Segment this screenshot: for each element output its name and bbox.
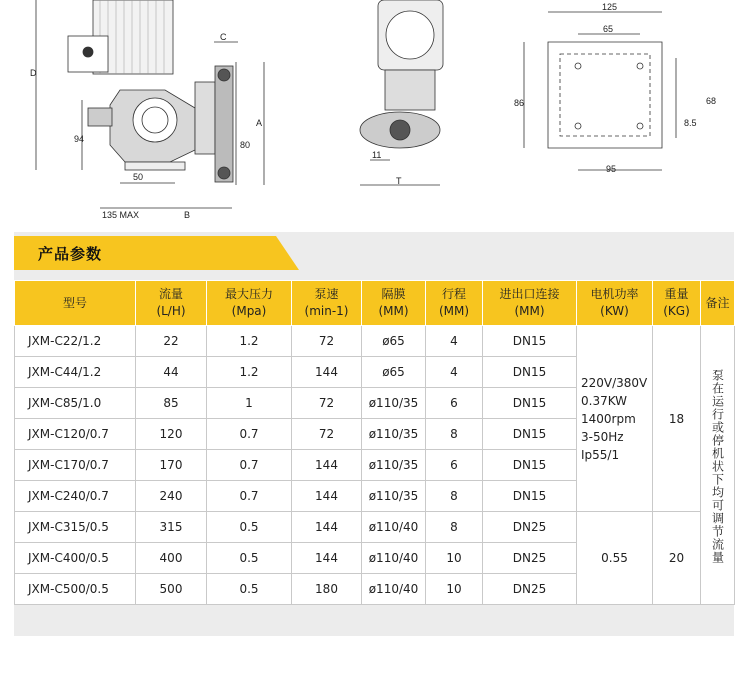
cell-diaphragm: ø65 (362, 357, 426, 388)
cell-port: DN15 (483, 388, 577, 419)
cell-model: JXM-C44/1.2 (15, 357, 136, 388)
cell-pressure: 1.2 (207, 357, 292, 388)
cell-diaphragm: ø110/35 (362, 419, 426, 450)
header-cell (483, 281, 577, 326)
cell-pressure: 0.5 (207, 512, 292, 543)
cell-pressure: 1 (207, 388, 292, 419)
cell-diaphragm: ø110/35 (362, 450, 426, 481)
cell-pressure: 0.7 (207, 419, 292, 450)
cell-speed: 144 (292, 543, 362, 574)
motor-spec-line: 0.37KW (581, 393, 628, 408)
cell-model: JXM-C315/0.5 (15, 512, 136, 543)
cell-port: DN15 (483, 326, 577, 357)
dim-68: 68 (706, 96, 717, 106)
motor-spec-line: 3-50Hz (581, 429, 624, 444)
header-cell (426, 281, 483, 326)
cell-speed: 144 (292, 357, 362, 388)
cell-stroke: 10 (426, 543, 483, 574)
cell-pressure: 0.5 (207, 574, 292, 605)
motor-spec-line: 1400rpm (581, 411, 636, 426)
cell-diaphragm: ø110/40 (362, 543, 426, 574)
weight-group-2: 20 (653, 512, 701, 605)
cell-pressure: 0.7 (207, 450, 292, 481)
dim-t: T (396, 176, 402, 186)
header-cell (653, 281, 701, 326)
header-cell (701, 281, 735, 326)
cell-stroke: 8 (426, 512, 483, 543)
cell-port: DN15 (483, 481, 577, 512)
table-row (15, 326, 735, 357)
cell-speed: 144 (292, 512, 362, 543)
cell-port: DN25 (483, 574, 577, 605)
header-cell (362, 281, 426, 326)
header-unit: (MM) (378, 304, 409, 318)
cell-flow: 240 (136, 481, 207, 512)
header-unit: (L/H) (156, 304, 186, 318)
dim-b: B (184, 210, 191, 220)
cell-speed: 72 (292, 326, 362, 357)
cell-model: JXM-C240/0.7 (15, 481, 136, 512)
cell-stroke: 10 (426, 574, 483, 605)
header-label: 流量 (158, 287, 183, 301)
motor-spec-line: 220V/380V (581, 375, 648, 390)
cell-pressure: 0.7 (207, 481, 292, 512)
header-label: 最大压力 (224, 287, 273, 301)
header-cell (207, 281, 292, 326)
cell-diaphragm: ø110/35 (362, 481, 426, 512)
cell-stroke: 8 (426, 481, 483, 512)
header-cell (136, 281, 207, 326)
header-unit: (MM) (514, 304, 545, 318)
header-label: 行程 (441, 287, 466, 301)
cell-flow: 500 (136, 574, 207, 605)
header-label: 进出口连接 (499, 287, 560, 301)
dim-50: 50 (133, 172, 144, 182)
cell-speed: 72 (292, 419, 362, 450)
dim-80: 80 (240, 140, 251, 150)
cell-speed: 144 (292, 450, 362, 481)
cell-flow: 85 (136, 388, 207, 419)
header-unit: (Mpa) (231, 304, 267, 318)
cell-diaphragm: ø110/40 (362, 574, 426, 605)
cell-flow: 400 (136, 543, 207, 574)
motor-spec-line: Ip55/1 (581, 447, 620, 462)
dim-125: 125 (602, 2, 618, 12)
cell-port: DN25 (483, 543, 577, 574)
cell-flow: 170 (136, 450, 207, 481)
cell-flow: 22 (136, 326, 207, 357)
spec-panel (14, 232, 734, 636)
dim-8-5: 8.5 (684, 118, 697, 128)
cell-diaphragm: ø110/35 (362, 388, 426, 419)
cell-speed: 72 (292, 388, 362, 419)
header-label: 电机功率 (590, 287, 639, 301)
cell-speed: 144 (292, 481, 362, 512)
motor-spec-group-2: 0.55 (577, 512, 653, 605)
cell-pressure: 1.2 (207, 326, 292, 357)
header-cell (292, 281, 362, 326)
header-label: 隔膜 (381, 287, 406, 301)
header-unit: (KW) (600, 304, 629, 318)
table-header-row (15, 281, 735, 326)
cell-stroke: 6 (426, 388, 483, 419)
cell-model: JXM-C85/1.0 (15, 388, 136, 419)
header-label: 重量 (664, 287, 689, 301)
cell-model: JXM-C400/0.5 (15, 543, 136, 574)
spec-table (14, 280, 735, 605)
remark-cell: 泵在运行或停机状下均可调节流量 (701, 326, 735, 605)
table-body (15, 326, 735, 605)
dim-95: 95 (606, 164, 617, 174)
technical-drawing (0, 0, 750, 232)
motor-spec-group-1 (577, 326, 653, 512)
cell-model: JXM-C22/1.2 (15, 326, 136, 357)
header-label: 备注 (705, 295, 730, 310)
cell-model: JXM-C120/0.7 (15, 419, 136, 450)
dim-c: C (220, 32, 227, 42)
header-label: 型号 (62, 295, 87, 310)
cell-flow: 120 (136, 419, 207, 450)
table-row (15, 512, 735, 543)
dim-135-max: 135 MAX (102, 210, 140, 220)
header-unit: (KG) (663, 304, 690, 318)
dim-d: D (30, 68, 37, 78)
cell-port: DN15 (483, 450, 577, 481)
cell-stroke: 8 (426, 419, 483, 450)
cell-model: JXM-C170/0.7 (15, 450, 136, 481)
dim-94: 94 (74, 134, 85, 144)
cell-stroke: 6 (426, 450, 483, 481)
section-title: 产品参数 (38, 245, 103, 263)
cell-diaphragm: ø65 (362, 326, 426, 357)
cell-port: DN15 (483, 419, 577, 450)
cell-flow: 315 (136, 512, 207, 543)
cell-speed: 180 (292, 574, 362, 605)
section-title-bar (14, 236, 299, 270)
cell-port: DN25 (483, 512, 577, 543)
cell-model: JXM-C500/0.5 (15, 574, 136, 605)
weight-group-1: 18 (653, 326, 701, 512)
header-unit: (MM) (438, 304, 470, 318)
cell-pressure: 0.5 (207, 543, 292, 574)
cell-diaphragm: ø110/40 (362, 512, 426, 543)
dim-11: 11 (372, 150, 382, 160)
header-unit: (min-1) (304, 304, 349, 318)
cell-stroke: 4 (426, 357, 483, 388)
cell-port: DN15 (483, 357, 577, 388)
dim-86: 86 (514, 98, 525, 108)
cell-stroke: 4 (426, 326, 483, 357)
cell-flow: 44 (136, 357, 207, 388)
header-cell (577, 281, 653, 326)
header-cell (15, 281, 136, 326)
dim-a: A (256, 118, 263, 128)
header-label: 泵速 (314, 287, 339, 301)
dim-65: 65 (603, 24, 614, 34)
